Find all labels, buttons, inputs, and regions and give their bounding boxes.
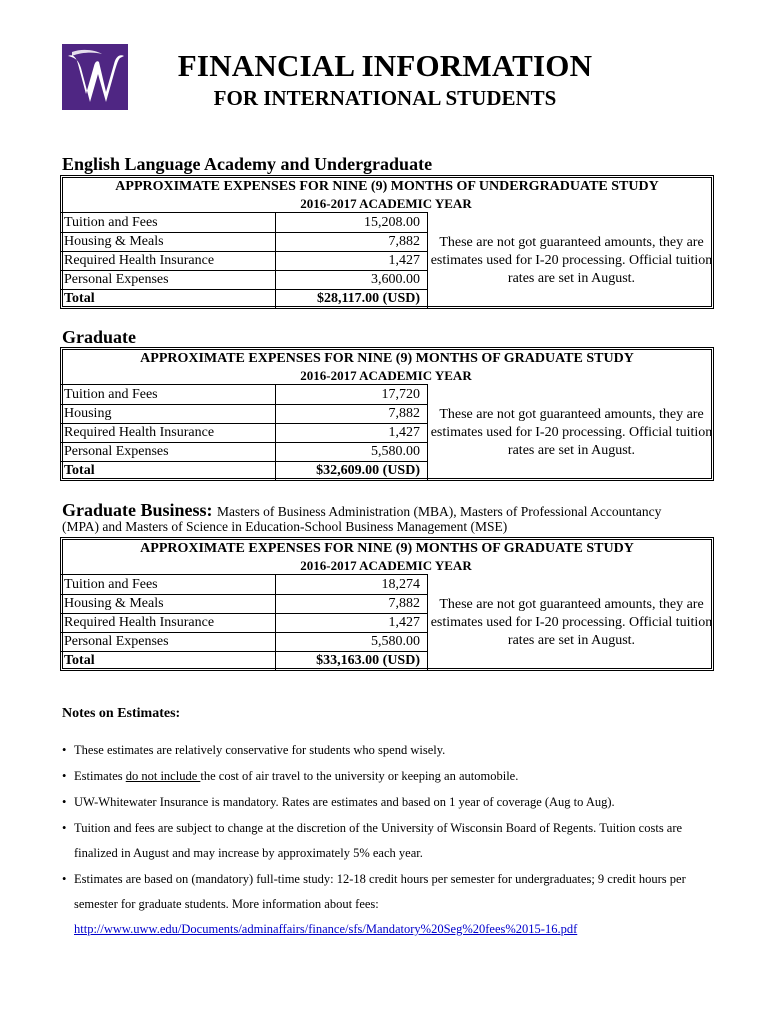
table-row: Tuition and Fees 15,208.00 xyxy=(64,215,420,230)
bullet-dot-icon: • xyxy=(62,769,67,783)
total-row: Total $32,609.00 (USD) xyxy=(64,463,420,478)
table-row: Personal Expenses 3,600.00 xyxy=(64,272,420,287)
academic-year: 2016-2017 ACADEMIC YEAR xyxy=(300,558,472,573)
table-caption: APPROXIMATE EXPENSES FOR NINE (9) MONTHS OF GRADUATE STUDY xyxy=(140,541,634,556)
table-row: Housing 7,882 xyxy=(64,406,420,421)
bullet-dot-icon: • xyxy=(62,795,67,809)
expense-table-undergraduate xyxy=(60,175,714,309)
list-item: • These estimates are relatively conservative for students who spend wisely. xyxy=(62,738,722,763)
section-heading-graduate: Graduate xyxy=(62,327,136,347)
page-title: FINANCIAL INFORMATION xyxy=(177,48,593,83)
table-row: Required Health Insurance 1,427 xyxy=(64,425,420,440)
estimate-note: These are not got guaranteed amounts, they are estimates used for I-20 processing. Official tuition rates are set in August. xyxy=(430,407,713,458)
expense-table-graduate-business xyxy=(60,537,714,671)
table-row: Housing & Meals 7,882 xyxy=(64,596,420,611)
notes-list xyxy=(62,738,722,943)
table-caption: APPROXIMATE EXPENSES FOR NINE (9) MONTHS OF UNDERGRADUATE STUDY xyxy=(115,179,659,194)
table-row: Personal Expenses 5,580.00 xyxy=(64,444,420,459)
total-row: Total $33,163.00 (USD) xyxy=(64,653,420,668)
academic-year: 2016-2017 ACADEMIC YEAR xyxy=(300,368,472,383)
table-row: Tuition and Fees 17,720 xyxy=(64,387,420,402)
table-row: Personal Expenses 5,580.00 xyxy=(64,634,420,649)
bullet-dot-icon: • xyxy=(62,743,67,757)
fees-link[interactable]: http://www.uww.edu/Documents/adminaffairs/finance/sfs/Mandatory%20Seg%20fees%2015-16.pdf xyxy=(74,922,578,936)
table-row: Required Health Insurance 1,427 xyxy=(64,615,420,630)
list-item: • UW-Whitewater Insurance is mandatory. Rates are estimates and based on 1 year of coverage (Aug to Aug). xyxy=(62,790,722,815)
table-row: Required Health Insurance 1,427 xyxy=(64,253,420,268)
list-item: • Estimates do not include the cost of air travel to the university or keeping an automobile. xyxy=(62,764,722,789)
estimate-note: These are not got guaranteed amounts, they are estimates used for I-20 processing. Official tuition rates are set in August. xyxy=(430,597,713,648)
section-heading-graduate-business: Graduate Business: Masters of Business Administration (MBA), Masters of Professional Accountancy xyxy=(62,500,662,520)
expense-table-graduate xyxy=(60,347,714,481)
table-row: Tuition and Fees 18,274 xyxy=(64,577,420,592)
notes-title: Notes on Estimates: xyxy=(62,706,181,721)
estimate-note: These are not got guaranteed amounts, they are estimates used for I-20 processing. Official tuition rates are set in August. xyxy=(430,235,713,286)
academic-year: 2016-2017 ACADEMIC YEAR xyxy=(300,196,472,211)
section-heading-detail: (MPA) and Masters of Science in Education-School Business Management (MSE) xyxy=(62,519,508,534)
bullet-dot-icon: • xyxy=(62,821,67,835)
bullet-dot-icon: • xyxy=(62,872,67,886)
table-row: Housing & Meals 7,882 xyxy=(64,234,420,249)
total-row: Total $28,117.00 (USD) xyxy=(64,291,420,306)
section-heading-undergraduate: English Language Academy and Undergraduate xyxy=(62,154,433,174)
list-item: • Tuition and fees are subject to change at the discretion of the University of Wisconsin Board of Regents. Tuition costs are finalized in August and may increase by approximately 5% each year. xyxy=(62,816,722,866)
page-subtitle: FOR INTERNATIONAL STUDENTS xyxy=(213,86,557,110)
table-caption: APPROXIMATE EXPENSES FOR NINE (9) MONTHS OF GRADUATE STUDY xyxy=(140,351,634,366)
list-item: • Estimates are based on (mandatory) full-time study: 12-18 credit hours per semester for undergraduates; 9 credit hours per semester for graduate students. More information about fees: http://www.uww.edu/Documents/adminaffairs/finance/sfs/Mandatory%20Seg%20fees%2015-16.pdf xyxy=(62,867,722,942)
